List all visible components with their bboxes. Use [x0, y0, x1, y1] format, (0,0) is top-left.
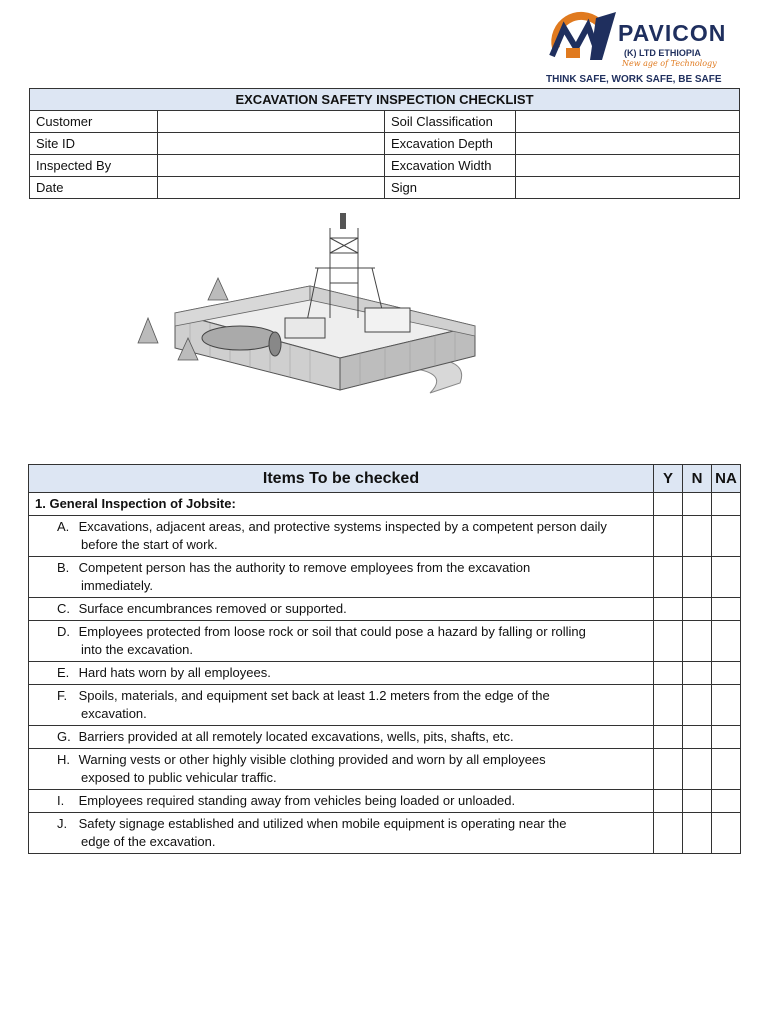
- na-checkbox[interactable]: [712, 813, 741, 854]
- na-checkbox[interactable]: [712, 621, 741, 662]
- na-checkbox[interactable]: [712, 598, 741, 621]
- item-text: Surface encumbrances removed or supported.: [78, 601, 347, 616]
- items-header: Items To be checked: [29, 465, 654, 493]
- checklist-item-row: [29, 557, 741, 598]
- na-checkbox[interactable]: [712, 662, 741, 685]
- form-row: [30, 133, 740, 155]
- date-field[interactable]: [158, 177, 385, 199]
- item-label: C.: [57, 601, 70, 616]
- yes-checkbox[interactable]: [654, 749, 683, 790]
- checklist-item: [29, 662, 654, 685]
- field-label: Date: [30, 177, 158, 199]
- item-text: Warning vests or other highly visible clothing provided and worn by all employees: [78, 752, 546, 767]
- brand-tagline: New age of Technology: [622, 59, 717, 68]
- item-label: G.: [57, 729, 71, 744]
- excavation-site-illustration: [130, 208, 510, 398]
- no-checkbox[interactable]: [683, 598, 712, 621]
- excavation-depth-field[interactable]: [516, 133, 740, 155]
- item-label: E.: [57, 665, 70, 680]
- item-text: Safety signage established and utilized when mobile equipment is operating near the: [78, 816, 567, 831]
- checklist-item-row: [29, 662, 741, 685]
- form-header-table: [29, 88, 740, 199]
- site-id-field[interactable]: [158, 133, 385, 155]
- checklist-item: [29, 621, 654, 662]
- na-checkbox[interactable]: [712, 749, 741, 790]
- field-label: Sign: [385, 177, 516, 199]
- checklist-item-row: [29, 685, 741, 726]
- no-checkbox[interactable]: [683, 749, 712, 790]
- item-text-continued: edge of the excavation.: [81, 834, 216, 849]
- no-checkbox[interactable]: [683, 685, 712, 726]
- item-text-continued: into the excavation.: [81, 642, 194, 657]
- yes-checkbox[interactable]: [654, 685, 683, 726]
- no-checkbox[interactable]: [683, 662, 712, 685]
- na-checkbox[interactable]: [712, 516, 741, 557]
- checklist-item-row: [29, 516, 741, 557]
- item-label: H.: [57, 752, 70, 767]
- item-label: F.: [57, 688, 68, 703]
- inspection-checklist-table: [28, 464, 741, 854]
- form-row: [30, 155, 740, 177]
- item-label: I.: [57, 793, 65, 808]
- company-logo: [546, 8, 742, 88]
- form-row: [30, 177, 740, 199]
- brand-subtitle: (K) LTD ETHIOPIA: [624, 48, 701, 58]
- item-text-continued: excavation.: [81, 706, 147, 721]
- checklist-item-row: [29, 598, 741, 621]
- item-text: Spoils, materials, and equipment set back at least 1.2 meters from the edge of the: [78, 688, 550, 703]
- checklist-item: [29, 813, 654, 854]
- item-label: D.: [57, 624, 70, 639]
- no-checkbox[interactable]: [683, 621, 712, 662]
- form-row: [30, 111, 740, 133]
- no-column-header: N: [683, 465, 712, 493]
- item-text: Competent person has the authority to remove employees from the excavation: [78, 560, 531, 575]
- no-checkbox[interactable]: [683, 813, 712, 854]
- no-checkbox[interactable]: [683, 493, 712, 516]
- soil-classification-field[interactable]: [516, 111, 740, 133]
- checklist-item-row: [29, 790, 741, 813]
- item-text: Barriers provided at all remotely located excavations, wells, pits, shafts, etc.: [78, 729, 514, 744]
- checklist-header-row: [29, 465, 741, 493]
- sign-field[interactable]: [516, 177, 740, 199]
- item-label: J.: [57, 816, 68, 831]
- checklist-item: [29, 598, 654, 621]
- item-text-continued: before the start of work.: [81, 537, 218, 552]
- no-checkbox[interactable]: [683, 516, 712, 557]
- item-text-continued: immediately.: [81, 578, 154, 593]
- checklist-item-row: [29, 621, 741, 662]
- yes-checkbox[interactable]: [654, 598, 683, 621]
- no-checkbox[interactable]: [683, 726, 712, 749]
- yes-checkbox[interactable]: [654, 621, 683, 662]
- checklist-item: [29, 749, 654, 790]
- no-checkbox[interactable]: [683, 557, 712, 598]
- item-label: A.: [57, 519, 70, 534]
- yes-checkbox[interactable]: [654, 493, 683, 516]
- item-text: Employees required standing away from vehicles being loaded or unloaded.: [78, 793, 516, 808]
- customer-field[interactable]: [158, 111, 385, 133]
- field-label: Inspected By: [30, 155, 158, 177]
- inspected-by-field[interactable]: [158, 155, 385, 177]
- field-label: Site ID: [30, 133, 158, 155]
- pavicon-logo-icon: [546, 8, 620, 72]
- checklist-item: [29, 685, 654, 726]
- na-checkbox[interactable]: [712, 685, 741, 726]
- yes-column-header: Y: [654, 465, 683, 493]
- checklist-item: [29, 726, 654, 749]
- na-checkbox[interactable]: [712, 790, 741, 813]
- yes-checkbox[interactable]: [654, 726, 683, 749]
- yes-checkbox[interactable]: [654, 557, 683, 598]
- field-label: Customer: [30, 111, 158, 133]
- yes-checkbox[interactable]: [654, 790, 683, 813]
- no-checkbox[interactable]: [683, 790, 712, 813]
- item-text: Excavations, adjacent areas, and protective systems inspected by a competent person daily: [78, 519, 607, 534]
- item-text-continued: exposed to public vehicular traffic.: [81, 770, 277, 785]
- form-title: EXCAVATION SAFETY INSPECTION CHECKLIST: [30, 89, 740, 111]
- yes-checkbox[interactable]: [654, 813, 683, 854]
- section-title: 1. General Inspection of Jobsite:: [29, 493, 654, 516]
- checklist-item-row: [29, 726, 741, 749]
- na-checkbox[interactable]: [712, 726, 741, 749]
- checklist-item-row: [29, 813, 741, 854]
- checklist-item: [29, 516, 654, 557]
- field-label: Soil Classification: [385, 111, 516, 133]
- checklist-item-row: [29, 749, 741, 790]
- na-column-header: NA: [712, 465, 741, 493]
- na-checkbox[interactable]: [712, 557, 741, 598]
- item-text: Hard hats worn by all employees.: [78, 665, 271, 680]
- safety-slogan: THINK SAFE, WORK SAFE, BE SAFE: [546, 74, 722, 85]
- section-row: [29, 493, 741, 516]
- yes-checkbox[interactable]: [654, 662, 683, 685]
- excavation-width-field[interactable]: [516, 155, 740, 177]
- brand-name: PAVICON: [618, 20, 727, 46]
- na-checkbox[interactable]: [712, 493, 741, 516]
- item-label: B.: [57, 560, 70, 575]
- field-label: Excavation Depth: [385, 133, 516, 155]
- item-text: Employees protected from loose rock or soil that could pose a hazard by falling or rolling: [78, 624, 586, 639]
- yes-checkbox[interactable]: [654, 516, 683, 557]
- checklist-item: [29, 790, 654, 813]
- field-label: Excavation Width: [385, 155, 516, 177]
- checklist-item: [29, 557, 654, 598]
